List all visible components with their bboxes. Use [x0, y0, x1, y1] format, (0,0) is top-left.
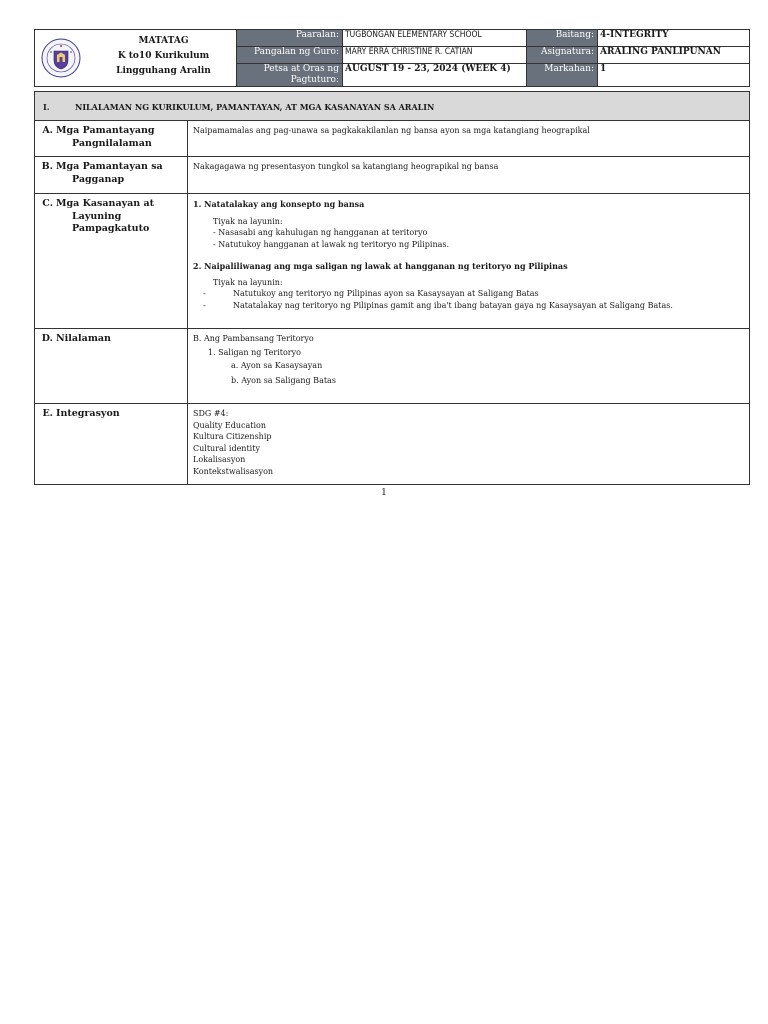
- lesson-table: [34, 91, 750, 485]
- teacher-label: Pangalan ng Guro:: [237, 47, 343, 64]
- school-label: Paaralan:: [237, 30, 343, 47]
- page-number: 1: [381, 488, 387, 498]
- row-label-a: A. Mga Pamantayang Pangnilalaman: [35, 121, 188, 157]
- document-type: Lingguhang Aralin: [116, 66, 211, 76]
- table-row: [35, 404, 750, 485]
- quarter-value: 1: [598, 64, 750, 87]
- grade-value: 4-INTEGRITY: [598, 30, 750, 47]
- row-content-e: SDG #4: Quality Education Kultura Citizenship Cultural identity Lokalisasyon Kontekstwalisasyon: [188, 404, 750, 485]
- row-label-d: D. Nilalaman: [35, 329, 188, 404]
- row-label-c: C. Mga Kasanayan at Layuning Pampagkatuto: [35, 194, 188, 329]
- subject-value: ARALING PANLIPUNAN: [598, 47, 750, 64]
- table-row: [35, 157, 750, 194]
- section-number: I.: [43, 102, 50, 112]
- row-content-b: Nakagagawa ng presentasyon tungkol sa katangiang heograpikal ng bansa: [188, 157, 750, 194]
- objective-1: 1. Natatalakay ang konsepto ng bansa: [193, 199, 365, 209]
- quarter-label: Markahan:: [527, 64, 598, 87]
- table-row: [35, 329, 750, 404]
- date-label: Petsa at Oras ng Pagtuturo:: [237, 64, 343, 87]
- teacher-value: MARY ERRA CHRISTINE R. CATIAN: [343, 47, 527, 64]
- objective-2: 2. Naipaliliwanag ang mga saligan ng lawak at hangganan ng teritoryo ng Pilipinas: [193, 261, 568, 271]
- date-value: AUGUST 19 - 23, 2024 (WEEK 4): [343, 64, 527, 87]
- section-title: NILALAMAN NG KURIKULUM, PAMANTAYAN, AT MGA KASANAYAN SA ARALIN: [75, 102, 435, 112]
- curriculum-name: K to10 Kurikulum: [117, 51, 210, 61]
- grade-label: Baitang:: [527, 30, 598, 47]
- row-label-e: E. Integrasyon: [35, 404, 188, 485]
- section-header: [35, 92, 750, 121]
- row-content-c: 1. Natatalakay ang konsepto ng bansa Tiyak na layunin: - Nasasabi ang kahulugan ng hangganan at teritoryo - Natutukoy hangganan at lawak ng teritoryo ng Pilipinas. 2. Naipaliliwanag ang mga saligan ng lawak at hangganan ng teritoryo ng Pilipinas Tiyak na layunin: - Natutukoy ang teritoryo ng Pilipinas ayon sa Kasaysayan at Saligang Batas - Natatalakay nag teritoryo ng Pilipinas gamit ang iba't ibang batayan gaya ng Kasaysayan at Saligang Batas.: [188, 194, 750, 329]
- header-table: [34, 29, 750, 87]
- header-logo-block: [35, 30, 237, 87]
- school-value: TUGBONGAN ELEMENTARY SCHOOL: [343, 30, 527, 47]
- subject-label: Asignatura:: [527, 47, 598, 64]
- row-label-b: B. Mga Pamantayan sa Pagganap: [35, 157, 188, 194]
- deped-seal-icon: [41, 38, 81, 78]
- row-content-d: B. Ang Pambansang Teritoryo 1. Saligan ng Teritoryo a. Ayon sa Kasaysayan b. Ayon sa Saligang Batas: [188, 329, 750, 404]
- program-name: MATATAG: [138, 36, 189, 46]
- table-row: [35, 194, 750, 329]
- row-content-a: Naipamamalas ang pag-unawa sa pagkakakilanlan ng bansa ayon sa mga katangiang heograpikal: [188, 121, 750, 157]
- table-row: [35, 121, 750, 157]
